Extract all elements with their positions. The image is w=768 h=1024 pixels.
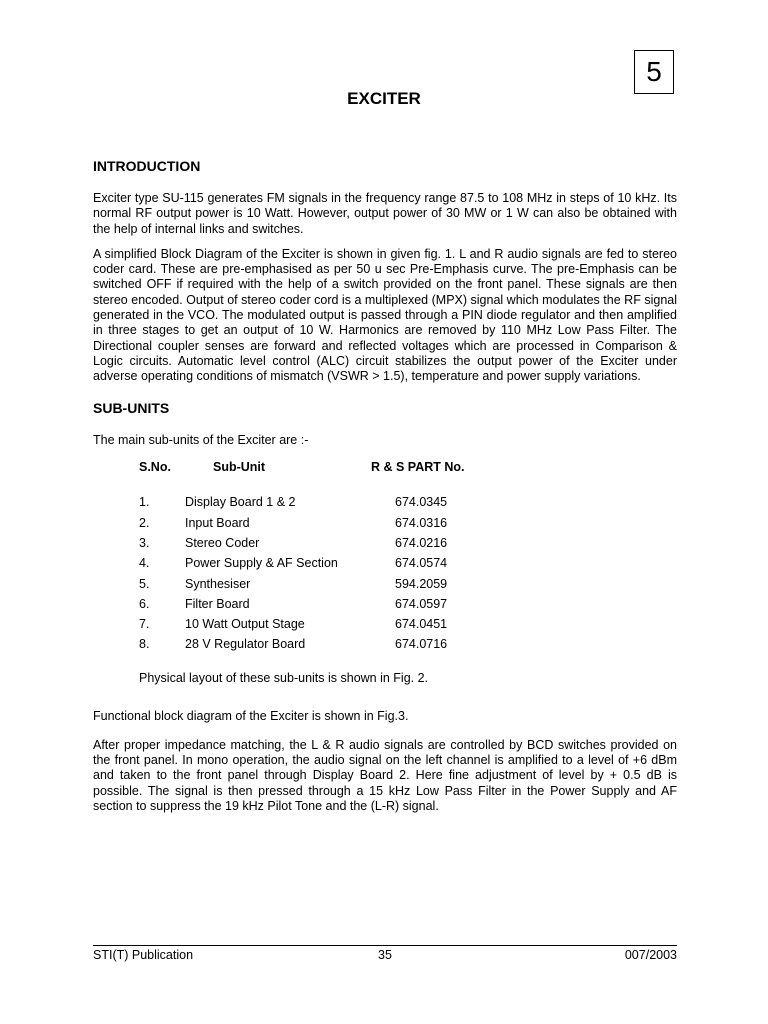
row-sub-unit: 10 Watt Output Stage bbox=[185, 617, 305, 632]
column-header-sub-unit: Sub-Unit bbox=[213, 459, 266, 474]
row-sno: 7. bbox=[139, 617, 150, 632]
table-row bbox=[139, 493, 539, 513]
row-sub-unit: Input Board bbox=[185, 515, 250, 530]
row-sub-unit: Stereo Coder bbox=[185, 535, 260, 550]
table-row bbox=[139, 513, 539, 533]
chapter-number: 5 bbox=[646, 56, 662, 87]
row-sub-unit: Display Board 1 & 2 bbox=[185, 495, 296, 510]
table-row bbox=[139, 594, 539, 614]
row-sub-unit: Filter Board bbox=[185, 596, 250, 611]
footer-publisher: STI(T) Publication bbox=[93, 948, 194, 962]
page-title: EXCITER bbox=[347, 89, 421, 108]
page-number: 35 bbox=[378, 948, 392, 962]
row-sno: 4. bbox=[139, 556, 150, 571]
row-part-no: 674.0316 bbox=[395, 515, 448, 530]
row-part-no: 674.0716 bbox=[395, 637, 448, 652]
sub-units-table-header bbox=[139, 460, 539, 477]
introduction-heading: INTRODUCTION bbox=[93, 158, 201, 174]
row-sno: 1. bbox=[139, 495, 150, 510]
footer-divider bbox=[93, 945, 677, 946]
introduction-paragraph-1: Exciter type SU-115 generates FM signals in the frequency range 87.5 to 108 MHz in steps of 10 kHz. Its normal RF output power is 10 Watt. However, output power of 30 MW or 1 W can also be obtained with the help of internal links and switches. bbox=[93, 191, 677, 236]
footer-date: 007/2003 bbox=[624, 948, 677, 962]
row-sno: 2. bbox=[139, 515, 150, 530]
column-header-sno: S.No. bbox=[139, 459, 171, 474]
table-row bbox=[139, 533, 539, 553]
sub-units-heading: SUB-UNITS bbox=[93, 399, 170, 416]
audio-signal-paragraph: After proper impedance matching, the L & R audio signals are controlled by BCD switches provided on the front panel. In mono operation, the audio signal on the left channel is amplified to a level of +6 dBm and taken to the front panel through Display Board 2. Here fine adjustment of level by + 0.5 dB is possible. The signal is then pressed through a 15 kHz Low Pass Filter in the Power Supply and AF section to suppress the 19 kHz Pilot Tone and the (L-R) signal. bbox=[93, 737, 677, 814]
column-header-part-no: R & S PART No. bbox=[371, 459, 465, 474]
row-sno: 8. bbox=[139, 637, 150, 652]
document-body bbox=[93, 157, 677, 824]
row-part-no: 674.0574 bbox=[395, 556, 448, 571]
row-sno: 3. bbox=[139, 535, 150, 550]
row-part-no: 674.0345 bbox=[395, 495, 448, 510]
table-row bbox=[139, 635, 539, 655]
row-part-no: 674.0216 bbox=[395, 535, 448, 550]
chapter-number-box bbox=[634, 50, 674, 94]
row-sub-unit: 28 V Regulator Board bbox=[185, 637, 306, 652]
row-sno: 5. bbox=[139, 576, 150, 591]
row-sub-unit: Power Supply & AF Section bbox=[185, 556, 338, 571]
row-part-no: 594.2059 bbox=[395, 576, 448, 591]
layout-note: Physical layout of these sub-units is shown in Fig. 2. bbox=[139, 671, 429, 686]
row-sno: 6. bbox=[139, 596, 150, 611]
introduction-paragraph-2: A simplified Block Diagram of the Exciter is shown in given fig. 1. L and R audio signals are fed to stereo coder card. These are pre-emphasised as per 50 u sec Pre-Emphasis curve. The pre-Emphasis can be switched OFF if required with the help of a switch provided on the front panel. These signals are then stereo encoded. Output of stereo coder cord is a multiplexed (MPX) signal which modulates the RF signal generated in the VCO. The modulated output is passed through a PIN diode regulator and then amplified in three stages to get an output of 10 W. Harmonics are removed by 110 MHz Low Pass Filter. The Directional coupler senses are forward and reflected voltages which are processed in Comparison & Logic circuits. Automatic level control (ALC) circuit stabilizes the output power of the Exciter under adverse operating conditions of mismatch (VSWR > 1.5), temperature and power supply variations. bbox=[93, 246, 677, 384]
table-row bbox=[139, 574, 539, 594]
table-row bbox=[139, 615, 539, 635]
page-footer bbox=[93, 948, 677, 963]
functional-diagram-note: Functional block diagram of the Exciter is shown in Fig.3. bbox=[93, 708, 409, 723]
table-row bbox=[139, 554, 539, 574]
row-part-no: 674.0451 bbox=[395, 617, 448, 632]
sub-units-table bbox=[139, 460, 539, 655]
sub-units-intro: The main sub-units of the Exciter are :- bbox=[93, 432, 309, 447]
row-sub-unit: Synthesiser bbox=[185, 576, 251, 591]
row-part-no: 674.0597 bbox=[395, 596, 448, 611]
